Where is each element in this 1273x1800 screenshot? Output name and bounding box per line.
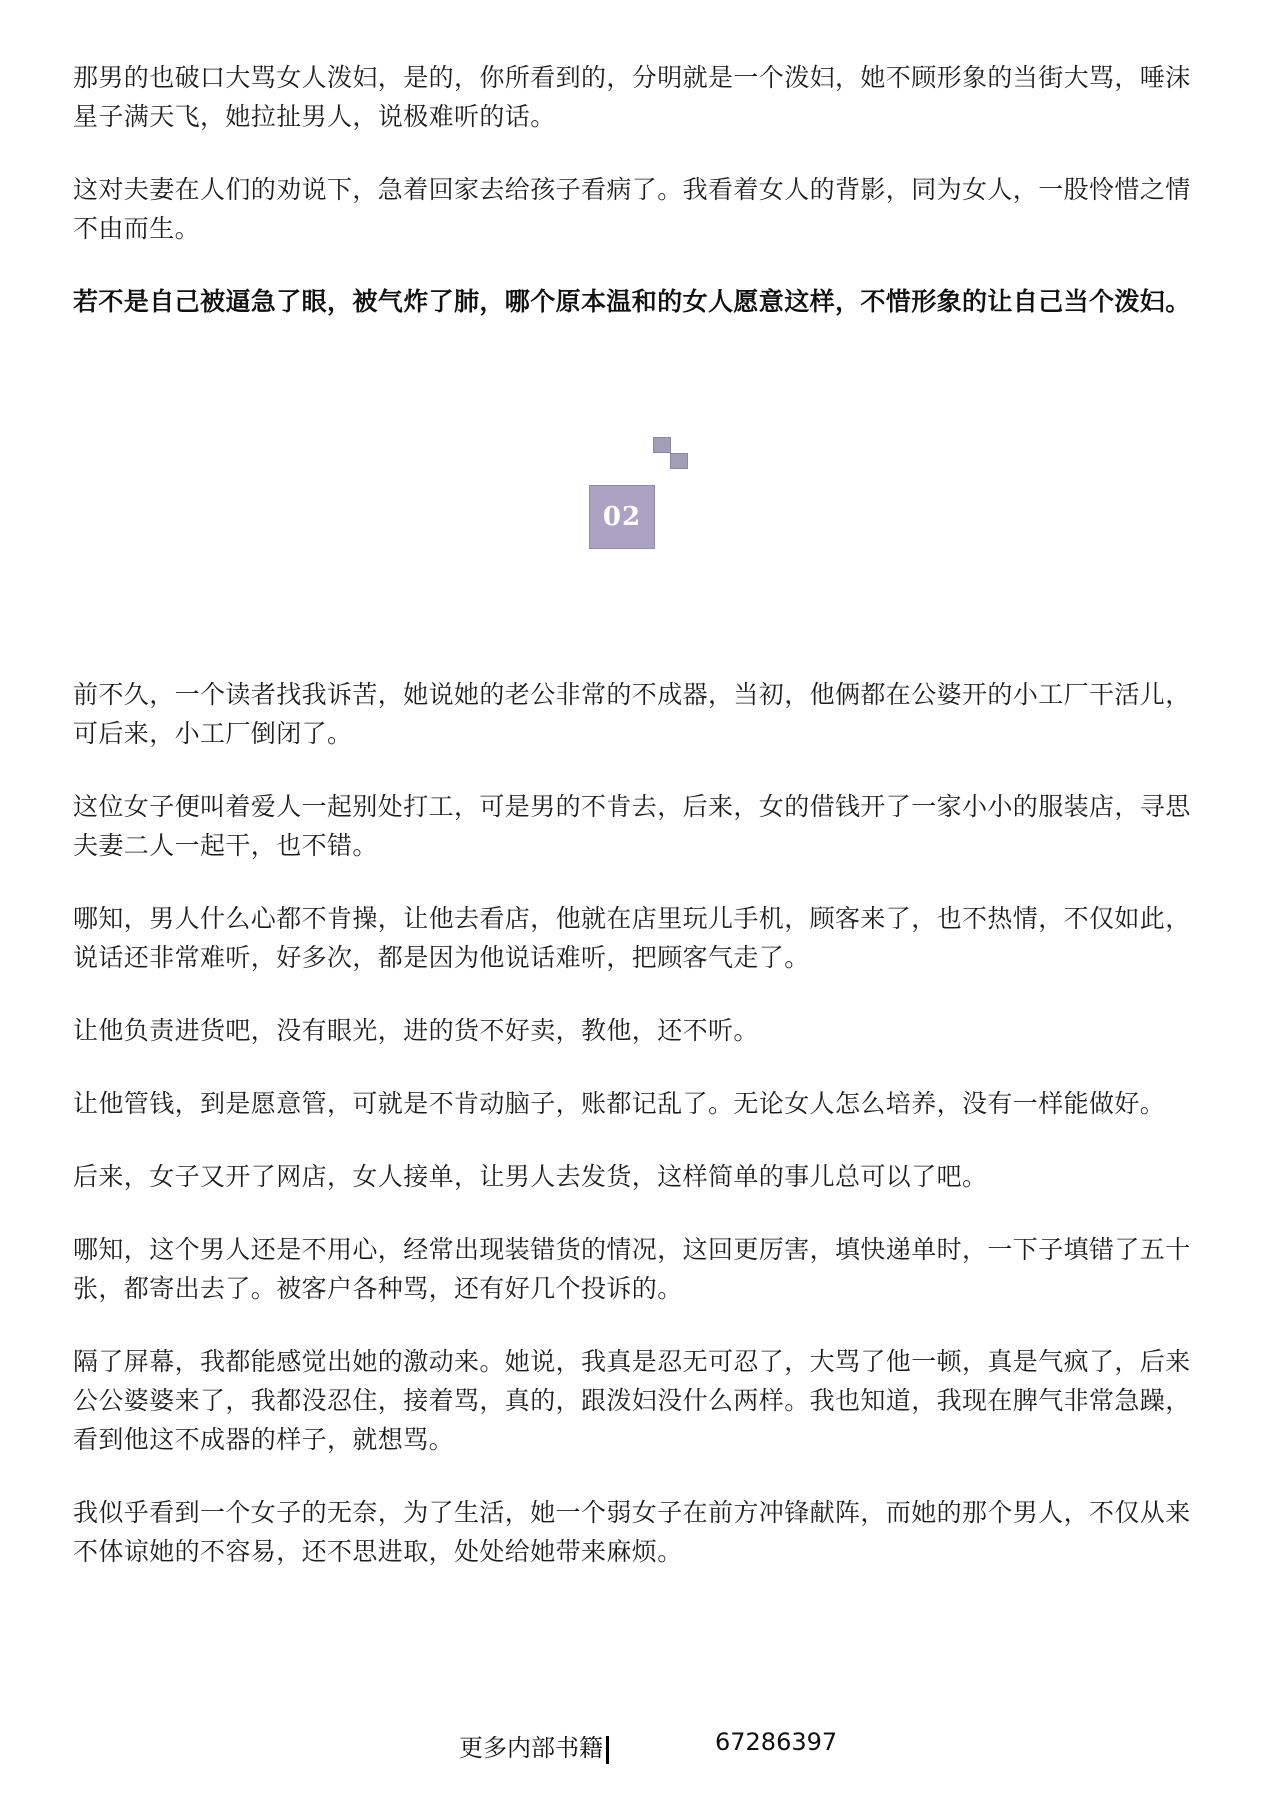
paragraph: 这位女子便叫着爱人一起别处打工，可是男的不肯去，后来，女的借钱开了一家小小的服装店，寻思夫妻二人一起干，也不错。 — [73, 792, 1191, 860]
paragraph: 这对夫妻在人们的劝说下，急着回家去给孩子看病了。我看着女人的背影，同为女人，一股怜惜之情不由而生。 — [73, 175, 1191, 243]
bold-paragraph: 若不是自己被逼急了眼，被气炸了肺，哪个原本温和的女人愿意这样，不惜形象的让自己当个泼妇。 — [73, 287, 1191, 316]
paragraph: 前不久，一个读者找我诉苦，她说她的老公非常的不成器，当初，他俩都在公婆开的小工厂干活儿，可后来，小工厂倒闭了。 — [73, 680, 1191, 748]
footer-contact-number: 67286397 — [715, 1728, 838, 1756]
paragraph: 我似乎看到一个女子的无奈，为了生活，她一个弱女子在前方冲锋献阵，而她的那个男人，不仅从来不体谅她的不容易，还不思进取，处处给她带来麻烦。 — [73, 1498, 1191, 1566]
paragraph: 让他负责进货吧，没有眼光，进的货不好卖，教他，还不听。 — [73, 1016, 759, 1045]
paragraph: 哪知，这个男人还是不用心，经常出现装错货的情况，这回更厉害，填快递单时，一下子填错了五十张，都寄出去了。被客户各种骂，还有好几个投诉的。 — [73, 1235, 1191, 1303]
paragraph: 后来，女子又开了网店，女人接单，让男人去发货，这样简单的事儿总可以了吧。 — [73, 1162, 988, 1191]
decorative-square-icon — [653, 437, 671, 453]
text-cursor-icon — [606, 1736, 609, 1764]
section-divider — [73, 355, 1193, 675]
paragraph: 隔了屏幕，我都能感觉出她的激动来。她说，我真是忍无可忍了，大骂了他一顿，真是气疯了，后来公公婆婆来了，我都没忍住，接着骂，真的，跟泼妇没什么两样。我也知道，我现在脾气非常急躁，看到他这不成器的样子，就想骂。 — [73, 1347, 1191, 1454]
decorative-square-icon — [670, 453, 688, 469]
paragraph: 哪知，男人什么心都不肯操，让他去看店，他就在店里玩儿手机，顾客来了，也不热情，不仅如此，说话还非常难听，好多次，都是因为他说话难听，把顾客气走了。 — [73, 904, 1191, 972]
section-number-badge: 02 — [589, 485, 655, 549]
paragraph: 让他管钱，到是愿意管，可就是不肯动脑子，账都记乱了。无论女人怎么培养，没有一样能做好。 — [73, 1089, 1166, 1118]
article-body — [73, 58, 1193, 1605]
footer-promo-text: 更多内部书籍 — [459, 1734, 603, 1762]
paragraph: 那男的也破口大骂女人泼妇，是的，你所看到的，分明就是一个泼妇，她不顾形象的当街大骂，唾沫星子满天飞，她拉扯男人，说极难听的话。 — [73, 63, 1191, 131]
